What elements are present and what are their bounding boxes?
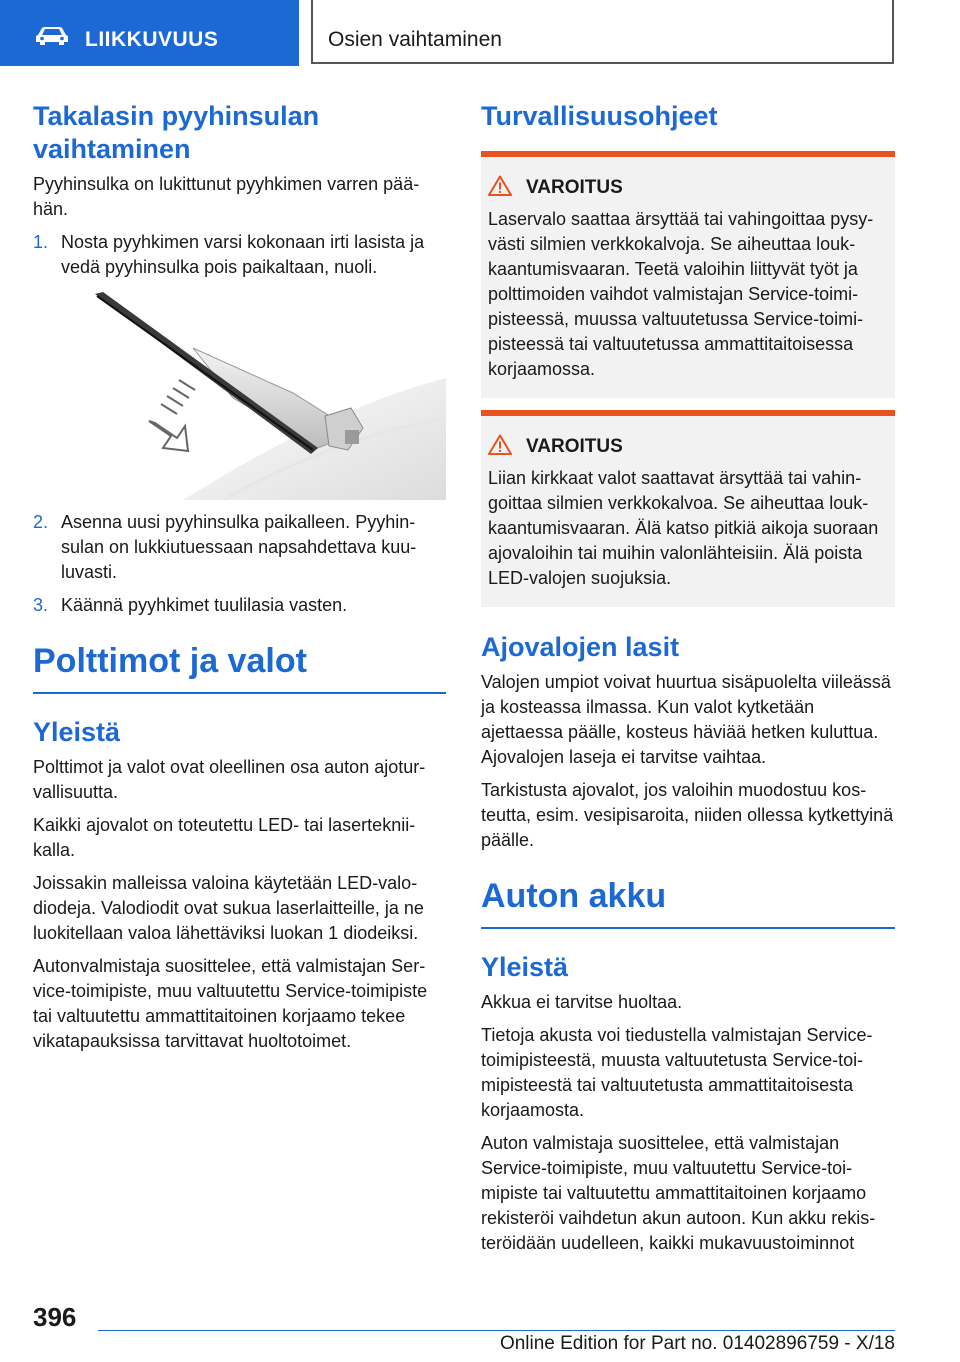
warning-box — [481, 151, 895, 398]
paragraph: Auton valmistaja suosittelee, että valmistajan Service-toimipiste, muu valtuutettu Service-toimipiste tai valtuutettu ammattitaitoinen korjaamo rekisteröi vaihdetun akun autoon. Kun akku rekisteröidään uudelleen, kaikki mukavuustoiminnot — [481, 1133, 876, 1253]
footer-divider — [98, 1330, 895, 1331]
car-icon — [34, 26, 70, 51]
paragraph: Tarkistusta ajovalot, jos valoihin muodostuu kosteutta, esim. vesipisaroita, niiden ollessa kytkettyinä päälle. — [481, 780, 894, 850]
step-text: Asenna uusi pyyhinsulka paikalleen. Pyyhinsulan on lukkiutuessaan napsahdettava kuuluvasti. — [61, 512, 417, 582]
headlight-title: Ajovalojen lasit — [481, 632, 680, 662]
safety-title: Turvallisuusohjeet — [481, 101, 718, 131]
warning-label: VAROITUS — [526, 436, 623, 457]
paragraph: Tietoja akusta voi tiedustella valmistajan Service-toimipisteestä, muusta valtuutetusta Service-toimipisteestä tai valtuutetusta ammattitaitoisesta korjaamosta. — [481, 1025, 873, 1120]
chapter-header — [311, 0, 894, 64]
warning-label: VAROITUS — [526, 177, 623, 198]
step-text: Nosta pyyhkimen varsi kokonaan irti lasista ja vedä pyyhinsulka pois paikaltaan, nuoli. — [61, 232, 425, 277]
wiper-illustration — [33, 288, 446, 500]
battery-title: Auton akku — [481, 875, 895, 929]
wiper-title: Takalasin pyyhinsulan vaihtaminen — [33, 101, 320, 164]
warning-text: Laservalo saattaa ärsyttää tai vahingoittaa pysyvästi silmien verkkokalvoja. Se aiheuttaa loukkaantumisvaaran. Teetä valoihin liittyvät työt ja polttimoiden vaihdot valmistajan Service-toimipisteessä, muussa valtuutetussa Service-toimipisteessä tai valtuutetussa ammattitaitoisessa korjaamossa. — [488, 209, 874, 379]
paragraph: Valojen umpiot voivat huurtua sisäpuolelta viileässä ja kosteassa ilmassa. Kun valot kytketään ajettaessa päälle, kosteus häviää hetken kuluttua. Ajovalojen laseja ei tarvitse vaihtaa. — [481, 672, 891, 767]
warning-box — [481, 410, 895, 607]
left-column — [33, 100, 446, 1062]
paragraph: Autonvalmistaja suosittelee, että valmistajan Service-toimipiste, muu valtuutettu Service-toimipiste tai valtuutettu ammattitaitoinen korjaamo tekee vikatapauksissa tarvittavat huoltotoimet. — [33, 956, 428, 1051]
bulbs-title: Polttimot ja valot — [33, 640, 446, 694]
page-number: 396 — [33, 1302, 77, 1332]
warning-text: Liian kirkkaat valot saattavat ärsyttää tai vahingoittaa silmien verkkokalvoa. Se aiheuttaa loukkaantumisvaaran. Älä katso pitkiä aikoja suoraan ajovaloihin tai muihin valonlähteisiin. Älä poista LED-valojen suojuksia. — [488, 468, 879, 588]
paragraph: Kaikki ajovalot on toteutettu LED- tai lasertekniikalla. — [33, 815, 416, 860]
right-column — [481, 100, 895, 1264]
step-text: Käännä pyyhkimet tuulilasia vasten. — [61, 595, 348, 615]
step-number: 1. — [33, 232, 49, 252]
step-item — [33, 593, 446, 618]
page-footer — [33, 1300, 895, 1354]
paragraph: Joissakin malleissa valoina käytetään LED-valodiodeja. Valodiodit ovat sukua laserlaitteille, ja ne luokitellaan valoa lähettäviksi luokan 1 diodeiksi. — [33, 873, 424, 943]
step-item — [33, 510, 446, 585]
edition-note: Online Edition for Part no. 01402896759 - X/18 — [499, 1333, 895, 1354]
paragraph: Akkua ei tarvitse huoltaa. — [481, 992, 683, 1012]
paragraph: Polttimot ja valot ovat oleellinen osa auton ajoturvallisuutta. — [33, 757, 426, 802]
chapter-title: Osien vaihtaminen — [328, 28, 502, 51]
general-title: Yleistä — [33, 717, 121, 747]
step-number: 2. — [33, 512, 49, 532]
step-item — [33, 230, 446, 280]
warning-triangle-icon — [488, 175, 512, 201]
section-title: LIIKKUVUUS — [85, 28, 219, 51]
warning-triangle-icon — [488, 434, 512, 460]
wiper-intro: Pyyhinsulka on lukittunut pyyhkimen varren päähän. — [33, 174, 420, 219]
battery-general-title: Yleistä — [481, 952, 569, 982]
step-number: 3. — [33, 595, 49, 615]
section-tab — [0, 0, 299, 66]
